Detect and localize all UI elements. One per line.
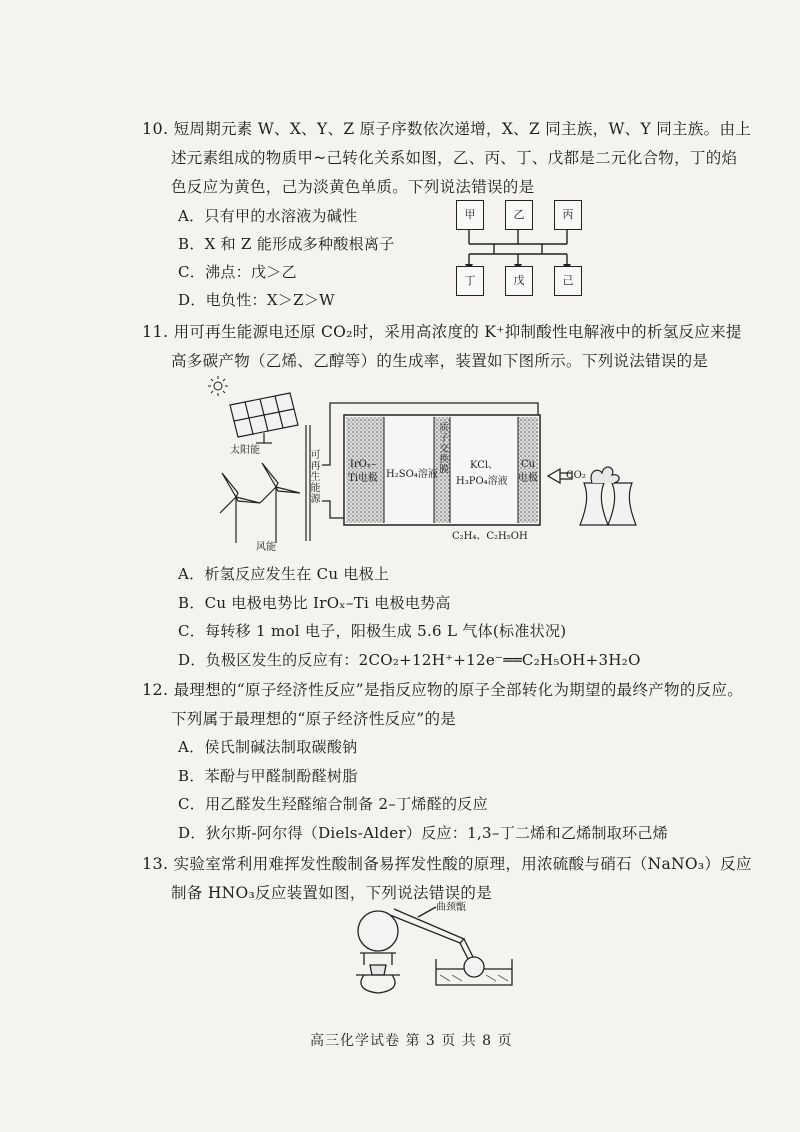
solar-panel-icon	[230, 393, 298, 443]
q10-option-d: D．电负性：X＞Z＞W	[178, 291, 335, 309]
q12-option-a: A．侯氏制碱法制取碳酸钠	[178, 738, 358, 756]
q11-option-d: D．负极区发生的反应有：2CO₂+12H⁺+12e⁻══C₂H₅OH+3H₂O	[178, 651, 641, 669]
q10-option-b: B．X 和 Z 能形成多种酸根离子	[178, 235, 395, 253]
page-footer: 高三化学试卷 第 3 页 共 8 页	[310, 1033, 513, 1049]
factory-icon	[580, 467, 636, 525]
flow-box-bing: 丙	[554, 200, 582, 230]
retort-label: 曲颈甑	[436, 902, 466, 913]
q13-stem-line2: 制备 HNO₃反应装置如图，下列说法错误的是	[171, 884, 493, 902]
wind-label: 风能	[256, 542, 276, 553]
flow-box-yi: 乙	[505, 200, 533, 230]
q11-option-a: A．析氢反应发生在 Cu 电极上	[178, 565, 390, 583]
flow-box-jia: 甲	[456, 200, 484, 230]
q13-line1	[142, 852, 752, 874]
q10-stem-line3: 色反应为黄色，己为淡黄色单质。下列说法错误的是	[171, 178, 535, 196]
anolyte-label: H₂SO₄溶液	[386, 469, 438, 480]
flow-box-ding: 丁	[456, 266, 484, 296]
q13-number: 13.	[142, 854, 169, 873]
flow-box-wu: 戊	[505, 266, 533, 296]
membrane-label: 质子交换膜	[437, 422, 448, 475]
catholyte-label-1: KCl、	[470, 460, 499, 471]
flow-box-ji: 己	[554, 266, 582, 296]
q13-retort-apparatus	[340, 895, 520, 1005]
q10-option-a: A．只有甲的水溶液为碱性	[178, 207, 358, 225]
solar-label: 太阳能	[230, 445, 260, 456]
q11-line1	[142, 320, 742, 342]
q12-option-b: B．苯酚与甲醛制酚醛树脂	[178, 767, 358, 785]
q12-option-c: C．用乙醛发生羟醛缩合制备 2–丁烯醛的反应	[178, 795, 488, 813]
co2-label: CO₂	[566, 470, 586, 481]
q10-stem-line2: 述元素组成的物质甲~己转化关系如图，乙、丙、丁、戊都是二元化合物，丁的焰	[171, 149, 738, 167]
q10-line1	[142, 117, 751, 139]
catholyte-label-2: H₃PO₄溶液	[456, 476, 508, 487]
q12-line1	[142, 678, 743, 700]
products-label: C₂H₄、C₂H₅OH	[452, 531, 528, 542]
q11-stem-line1: 用可再生能源电还原 CO₂时，采用高浓度的 K⁺抑制酸性电解液中的析氢反应来提	[173, 323, 742, 341]
wind-turbine-icon	[220, 463, 300, 543]
anode-label: IrOₓ–Ti电极	[348, 459, 378, 484]
q12-stem-line1: 最理想的“原子经济性反应”是指反应物的原子全部转化为期望的最终产物的反应。	[173, 681, 744, 699]
q12-stem-line2: 下列属于最理想的“原子经济性反应”的是	[171, 710, 457, 728]
q12-option-d: D．狄尔斯-阿尔得（Diels-Alder）反应：1,3–丁二烯和乙烯制取环己烯	[178, 824, 668, 842]
q10-option-c: C．沸点：戊＞乙	[178, 263, 297, 281]
q12-number: 12.	[142, 680, 169, 699]
q13-stem-line1: 实验室常利用难挥发性酸制备易挥发性酸的原理，用浓硫酸与硝石（NaNO₃）反应	[173, 855, 752, 873]
q11-option-b: B．Cu 电极电势比 IrOₓ–Ti 电极电势高	[178, 594, 451, 612]
cathode-label: Cu电极	[518, 459, 538, 484]
renewable-source-label: 可再生能源	[308, 449, 319, 504]
q10-stem-line1: 短周期元素 W、X、Y、Z 原子序数依次递增，X、Z 同主族，W、Y 同主族。由上	[173, 120, 752, 138]
q11-number: 11.	[142, 322, 169, 341]
sun-icon	[208, 376, 228, 396]
q11-option-c: C．每转移 1 mol 电子，阳极生成 5.6 L 气体(标准状况)	[178, 622, 567, 640]
q10-number: 10.	[142, 119, 169, 138]
q11-stem-line2: 高多碳产物（乙烯、乙醇等）的生成率，装置如下图所示。下列说法错误的是	[171, 352, 709, 370]
